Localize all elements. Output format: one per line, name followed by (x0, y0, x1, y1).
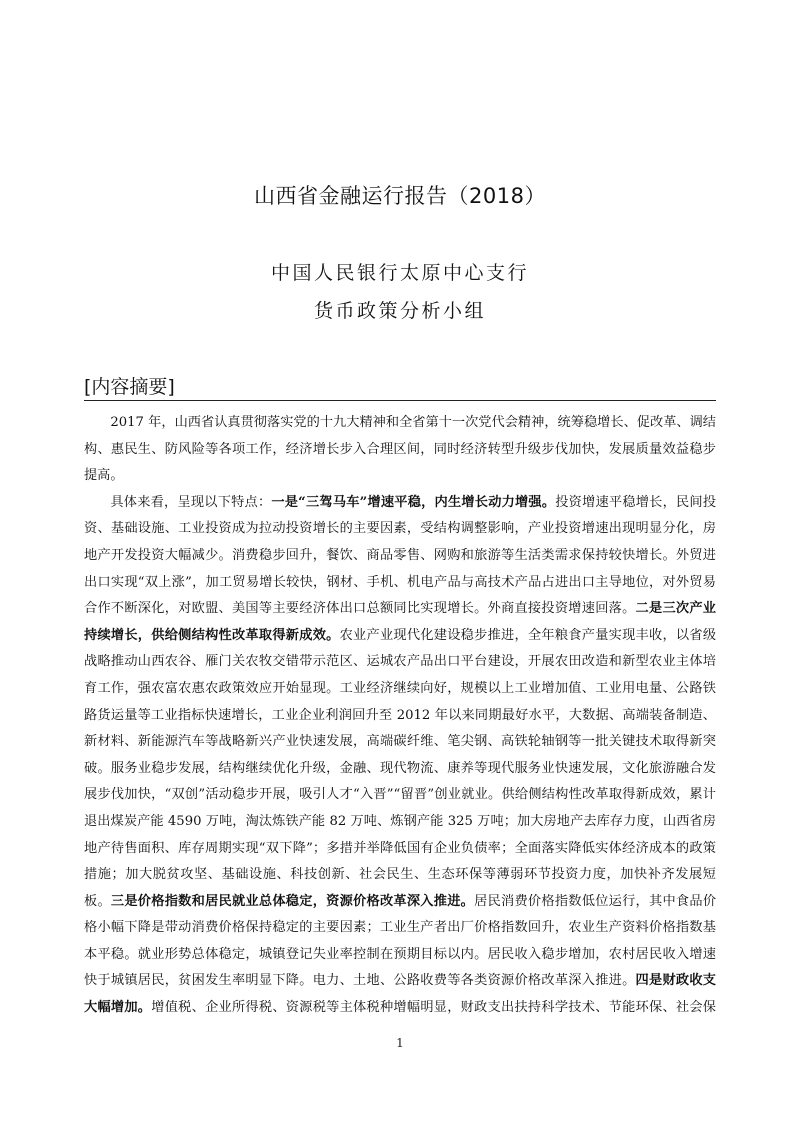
highlight-2: 二是三次产业持续增长，供给侧结构性改革取得新成效。 (84, 601, 716, 643)
document-title: 山西省金融运行报告（2018） (254, 184, 546, 208)
issuer-name: 中国人民银行太原中心支行 (270, 262, 529, 284)
text-4: 增值税、企业所得税、资源税等主体税种增幅明显，财政支出扶持科学技术、节能环保、社会保 (151, 1000, 716, 1016)
intro-text: 具体来看，呈现以下特点： (110, 494, 272, 510)
issuer-group: 货币政策分析小组 (313, 300, 486, 322)
page-number: 1 (396, 1036, 404, 1050)
summary-paragraph-1: 2017 年，山西省认真贯彻落实党的十九大精神和全省第十一次党代会精神，统筹稳增长、促改革、调结构、惠民生、防风险等各项工作，经济增长步入合理区间，同时经济转型升级步伐加快，发展质量效益稳步提高。 (84, 415, 716, 484)
highlight-3: 三是价格指数和居民就业总体稳定，资源价格改革深入推进。 (110, 893, 475, 909)
summary-paragraph-2 (84, 490, 716, 1022)
text-1: 投资增速平稳增长，民间投资、基础设施、工业投资成为拉动投资增长的主要因素，受结构调整影响，产业投资增速出现明显分化，房地产开发投资大幅减少。消费稳步回升，餐饮、商品零售、网购和旅游等生活类需求保持较快增长。外贸进出口实现“双上涨”，加工贸易增长较快，钢材、手机、机电产品与高技术产品占进出口主导地位，对外贸易合作不断深化，对欧盟、美国等主要经济体出口总额同比实现增长。外商直接投资增速回落。 (84, 494, 716, 617)
text-3: 居民消费价格指数低位运行，其中食品价格小幅下降是带动消费价格保持稳定的主要因素；工业生产者出厂价格指数回升，农业生产资料价格指数基本平稳。就业形势总体稳定，城镇登记失业率控制在预期目标以内。居民收入稳步增加，农村居民收入增速快于城镇居民，贫困发生率明显下降。电力、土地、公路收费等各类资源价格改革深入推进。 (84, 893, 716, 989)
text-2: 农业产业现代化建设稳步推进，全年粮食产量实现丰收，以省级战略推动山西农谷、雁门关农牧交错带示范区、运城农产品出口平台建设，开展农田改造和新型农业主体培育工作，强农富农惠农政策效应开始显现。工业经济继续向好，规模以上工业增加值、工业用电量、公路铁路货运量等工业指标快速增长，工业企业利润回升至 2012 年以来同期最好水平，大数据、高端装备制造、新材料、新能源汽车等战略新兴产业快速发展，高端碳纤维、笔尖钢、高铁轮轴钢等一批关键技术取得新突破。服务业稳步发展，结构继续优化升级，金融、现代物流、康养等现代服务业快速发展，文化旅游融合发展步伐加快，“双创”活动稳步开展，吸引人才“入晋”“留晋”创业就业。供给侧结构性改革取得新成效，累计退出煤炭产能 4590 万吨，淘汰炼铁产能 82 万吨、炼钢产能 325 万吨；加大房地产去库存力度，山西省房地产待售面积、库存周期实现“双下降”；多措并举降低国有企业负债率；全面落实降低实体经济成本的政策措施；加大脱贫攻坚、基础设施、科技创新、社会民生、生态环保等薄弱环节投资力度，加快补齐发展短板。 (84, 627, 716, 909)
highlight-4: 四是财政收支大幅增加。 (84, 973, 716, 1016)
section-divider (84, 400, 716, 401)
section-heading: [内容摘要] (84, 376, 175, 398)
summary-body (84, 410, 716, 1022)
highlight-1: 一是“三驾马车”增速平稳，内生增长动力增强。 (271, 494, 556, 510)
